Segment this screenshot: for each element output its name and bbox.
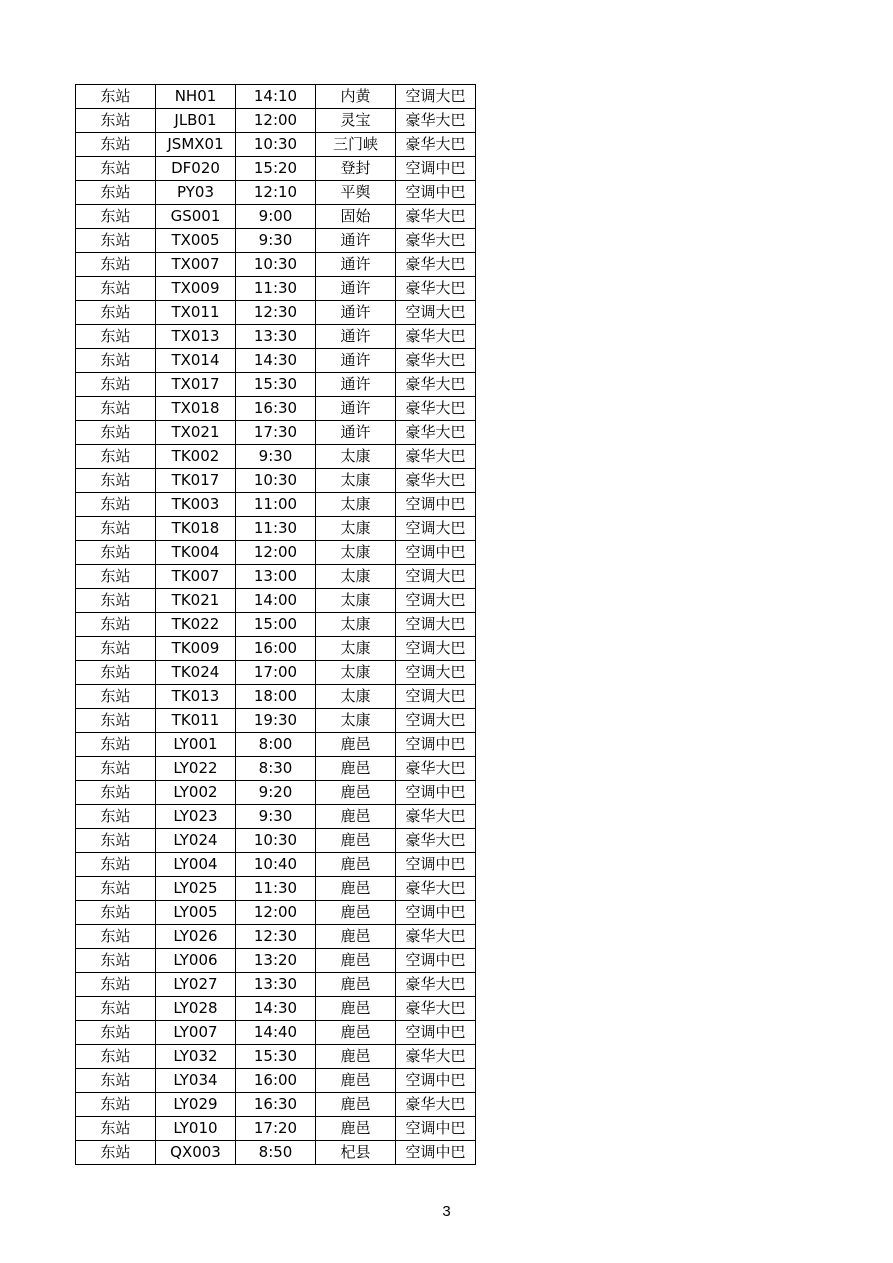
table-row (76, 805, 476, 829)
route-code-cell: LY029 (156, 1093, 236, 1117)
table-row (76, 157, 476, 181)
destination-cell: 太康 (316, 445, 396, 469)
departure-station-cell: 东站 (76, 541, 156, 565)
destination-cell: 平舆 (316, 181, 396, 205)
route-code-cell: TK017 (156, 469, 236, 493)
destination-cell: 太康 (316, 517, 396, 541)
route-code-cell: JLB01 (156, 109, 236, 133)
departure-station-cell: 东站 (76, 517, 156, 541)
bus-type-cell: 空调中巴 (396, 1117, 476, 1141)
table-row (76, 925, 476, 949)
destination-cell: 太康 (316, 709, 396, 733)
departure-station-cell: 东站 (76, 1069, 156, 1093)
route-code-cell: TK018 (156, 517, 236, 541)
route-code-cell: LY010 (156, 1117, 236, 1141)
destination-cell: 太康 (316, 541, 396, 565)
departure-time-cell: 19:30 (236, 709, 316, 733)
destination-cell: 通许 (316, 253, 396, 277)
route-code-cell: NH01 (156, 85, 236, 109)
departure-station-cell: 东站 (76, 301, 156, 325)
destination-cell: 太康 (316, 493, 396, 517)
bus-type-cell: 空调大巴 (396, 565, 476, 589)
departure-time-cell: 13:00 (236, 565, 316, 589)
bus-type-cell: 空调大巴 (396, 685, 476, 709)
departure-time-cell: 10:30 (236, 133, 316, 157)
departure-time-cell: 13:30 (236, 325, 316, 349)
table-row (76, 901, 476, 925)
schedule-table-body (76, 85, 476, 1165)
table-row (76, 1093, 476, 1117)
departure-time-cell: 16:00 (236, 637, 316, 661)
table-row (76, 781, 476, 805)
table-row (76, 1045, 476, 1069)
bus-type-cell: 豪华大巴 (396, 973, 476, 997)
destination-cell: 鹿邑 (316, 1045, 396, 1069)
bus-type-cell: 豪华大巴 (396, 997, 476, 1021)
departure-time-cell: 10:30 (236, 253, 316, 277)
table-row (76, 493, 476, 517)
departure-station-cell: 东站 (76, 109, 156, 133)
table-row (76, 229, 476, 253)
destination-cell: 杞县 (316, 1141, 396, 1165)
table-row (76, 733, 476, 757)
table-row (76, 253, 476, 277)
departure-time-cell: 15:20 (236, 157, 316, 181)
table-row (76, 565, 476, 589)
destination-cell: 灵宝 (316, 109, 396, 133)
bus-type-cell: 豪华大巴 (396, 205, 476, 229)
destination-cell: 鹿邑 (316, 1021, 396, 1045)
bus-type-cell: 空调中巴 (396, 853, 476, 877)
departure-time-cell: 18:00 (236, 685, 316, 709)
route-code-cell: TK024 (156, 661, 236, 685)
destination-cell: 鹿邑 (316, 973, 396, 997)
departure-time-cell: 11:30 (236, 277, 316, 301)
route-code-cell: LY028 (156, 997, 236, 1021)
departure-station-cell: 东站 (76, 493, 156, 517)
table-row (76, 421, 476, 445)
departure-time-cell: 15:30 (236, 1045, 316, 1069)
departure-station-cell: 东站 (76, 589, 156, 613)
route-code-cell: DF020 (156, 157, 236, 181)
table-row (76, 877, 476, 901)
bus-type-cell: 豪华大巴 (396, 925, 476, 949)
departure-station-cell: 东站 (76, 349, 156, 373)
departure-time-cell: 17:30 (236, 421, 316, 445)
table-row (76, 445, 476, 469)
table-row (76, 997, 476, 1021)
table-row (76, 829, 476, 853)
destination-cell: 通许 (316, 421, 396, 445)
route-code-cell: TX007 (156, 253, 236, 277)
departure-station-cell: 东站 (76, 637, 156, 661)
destination-cell: 鹿邑 (316, 1069, 396, 1093)
bus-type-cell: 豪华大巴 (396, 1093, 476, 1117)
bus-type-cell: 空调中巴 (396, 541, 476, 565)
destination-cell: 通许 (316, 373, 396, 397)
destination-cell: 太康 (316, 469, 396, 493)
destination-cell: 鹿邑 (316, 1117, 396, 1141)
bus-type-cell: 空调中巴 (396, 157, 476, 181)
bus-type-cell: 豪华大巴 (396, 109, 476, 133)
table-row (76, 109, 476, 133)
route-code-cell: PY03 (156, 181, 236, 205)
bus-type-cell: 豪华大巴 (396, 373, 476, 397)
departure-station-cell: 东站 (76, 277, 156, 301)
destination-cell: 通许 (316, 277, 396, 301)
departure-station-cell: 东站 (76, 133, 156, 157)
departure-time-cell: 14:00 (236, 589, 316, 613)
destination-cell: 太康 (316, 661, 396, 685)
route-code-cell: GS001 (156, 205, 236, 229)
bus-type-cell: 豪华大巴 (396, 757, 476, 781)
destination-cell: 鹿邑 (316, 829, 396, 853)
table-row (76, 541, 476, 565)
departure-time-cell: 8:00 (236, 733, 316, 757)
destination-cell: 通许 (316, 229, 396, 253)
destination-cell: 太康 (316, 565, 396, 589)
departure-station-cell: 东站 (76, 757, 156, 781)
departure-time-cell: 11:00 (236, 493, 316, 517)
table-row (76, 1141, 476, 1165)
destination-cell: 鹿邑 (316, 949, 396, 973)
table-row (76, 373, 476, 397)
route-code-cell: TK002 (156, 445, 236, 469)
table-row (76, 301, 476, 325)
bus-type-cell: 空调中巴 (396, 733, 476, 757)
departure-time-cell: 9:30 (236, 229, 316, 253)
route-code-cell: TK007 (156, 565, 236, 589)
departure-station-cell: 东站 (76, 781, 156, 805)
departure-station-cell: 东站 (76, 925, 156, 949)
departure-station-cell: 东站 (76, 877, 156, 901)
departure-time-cell: 10:40 (236, 853, 316, 877)
bus-type-cell: 豪华大巴 (396, 349, 476, 373)
route-code-cell: LY023 (156, 805, 236, 829)
destination-cell: 固始 (316, 205, 396, 229)
route-code-cell: TX017 (156, 373, 236, 397)
bus-type-cell: 豪华大巴 (396, 325, 476, 349)
destination-cell: 鹿邑 (316, 853, 396, 877)
route-code-cell: JSMX01 (156, 133, 236, 157)
destination-cell: 通许 (316, 397, 396, 421)
departure-time-cell: 12:00 (236, 541, 316, 565)
table-row (76, 757, 476, 781)
bus-type-cell: 空调大巴 (396, 589, 476, 613)
destination-cell: 太康 (316, 637, 396, 661)
departure-time-cell: 9:00 (236, 205, 316, 229)
route-code-cell: LY002 (156, 781, 236, 805)
bus-type-cell: 空调大巴 (396, 85, 476, 109)
table-row (76, 469, 476, 493)
departure-station-cell: 东站 (76, 181, 156, 205)
table-row (76, 205, 476, 229)
table-row (76, 133, 476, 157)
bus-type-cell: 空调大巴 (396, 613, 476, 637)
route-code-cell: TX009 (156, 277, 236, 301)
route-code-cell: LY034 (156, 1069, 236, 1093)
departure-time-cell: 9:30 (236, 445, 316, 469)
route-code-cell: LY026 (156, 925, 236, 949)
route-code-cell: TK021 (156, 589, 236, 613)
route-code-cell: TK011 (156, 709, 236, 733)
route-code-cell: LY027 (156, 973, 236, 997)
bus-type-cell: 空调中巴 (396, 493, 476, 517)
destination-cell: 鹿邑 (316, 805, 396, 829)
bus-type-cell: 空调大巴 (396, 637, 476, 661)
destination-cell: 太康 (316, 685, 396, 709)
destination-cell: 登封 (316, 157, 396, 181)
route-code-cell: LY004 (156, 853, 236, 877)
destination-cell: 鹿邑 (316, 757, 396, 781)
departure-station-cell: 东站 (76, 709, 156, 733)
departure-time-cell: 8:30 (236, 757, 316, 781)
destination-cell: 鹿邑 (316, 877, 396, 901)
table-row (76, 1021, 476, 1045)
departure-station-cell: 东站 (76, 829, 156, 853)
destination-cell: 通许 (316, 325, 396, 349)
table-row (76, 397, 476, 421)
destination-cell: 通许 (316, 349, 396, 373)
bus-type-cell: 空调大巴 (396, 709, 476, 733)
bus-schedule-table (75, 84, 476, 1165)
table-row (76, 277, 476, 301)
route-code-cell: LY024 (156, 829, 236, 853)
departure-station-cell: 东站 (76, 445, 156, 469)
table-row (76, 973, 476, 997)
table-row (76, 853, 476, 877)
destination-cell: 鹿邑 (316, 781, 396, 805)
departure-time-cell: 16:30 (236, 397, 316, 421)
route-code-cell: TX011 (156, 301, 236, 325)
departure-time-cell: 12:30 (236, 301, 316, 325)
bus-type-cell: 豪华大巴 (396, 421, 476, 445)
bus-type-cell: 豪华大巴 (396, 1045, 476, 1069)
departure-station-cell: 东站 (76, 229, 156, 253)
departure-station-cell: 东站 (76, 733, 156, 757)
table-row (76, 685, 476, 709)
bus-type-cell: 豪华大巴 (396, 253, 476, 277)
departure-station-cell: 东站 (76, 1117, 156, 1141)
departure-station-cell: 东站 (76, 1021, 156, 1045)
table-row (76, 709, 476, 733)
destination-cell: 内黄 (316, 85, 396, 109)
table-row (76, 949, 476, 973)
route-code-cell: LY032 (156, 1045, 236, 1069)
departure-time-cell: 11:30 (236, 877, 316, 901)
bus-type-cell: 豪华大巴 (396, 133, 476, 157)
table-row (76, 1069, 476, 1093)
bus-type-cell: 空调中巴 (396, 901, 476, 925)
departure-station-cell: 东站 (76, 373, 156, 397)
destination-cell: 鹿邑 (316, 733, 396, 757)
destination-cell: 通许 (316, 301, 396, 325)
departure-time-cell: 12:00 (236, 109, 316, 133)
route-code-cell: LY007 (156, 1021, 236, 1045)
bus-type-cell: 豪华大巴 (396, 829, 476, 853)
route-code-cell: LY001 (156, 733, 236, 757)
bus-type-cell: 豪华大巴 (396, 229, 476, 253)
table-row (76, 637, 476, 661)
departure-station-cell: 东站 (76, 85, 156, 109)
departure-time-cell: 14:30 (236, 997, 316, 1021)
page-number: 3 (442, 1203, 451, 1220)
departure-time-cell: 11:30 (236, 517, 316, 541)
departure-station-cell: 东站 (76, 1093, 156, 1117)
departure-station-cell: 东站 (76, 565, 156, 589)
departure-time-cell: 8:50 (236, 1141, 316, 1165)
bus-type-cell: 豪华大巴 (396, 469, 476, 493)
departure-station-cell: 东站 (76, 1045, 156, 1069)
departure-station-cell: 东站 (76, 421, 156, 445)
destination-cell: 鹿邑 (316, 925, 396, 949)
departure-time-cell: 17:20 (236, 1117, 316, 1141)
departure-station-cell: 东站 (76, 157, 156, 181)
departure-station-cell: 东站 (76, 253, 156, 277)
table-row (76, 1117, 476, 1141)
destination-cell: 三门峡 (316, 133, 396, 157)
bus-type-cell: 豪华大巴 (396, 877, 476, 901)
departure-station-cell: 东站 (76, 469, 156, 493)
route-code-cell: TK004 (156, 541, 236, 565)
bus-type-cell: 空调中巴 (396, 1021, 476, 1045)
departure-time-cell: 16:00 (236, 1069, 316, 1093)
destination-cell: 太康 (316, 613, 396, 637)
departure-station-cell: 东站 (76, 661, 156, 685)
departure-station-cell: 东站 (76, 205, 156, 229)
departure-station-cell: 东站 (76, 613, 156, 637)
bus-type-cell: 空调大巴 (396, 301, 476, 325)
route-code-cell: TX018 (156, 397, 236, 421)
departure-station-cell: 东站 (76, 805, 156, 829)
departure-time-cell: 12:10 (236, 181, 316, 205)
departure-time-cell: 12:30 (236, 925, 316, 949)
route-code-cell: TX014 (156, 349, 236, 373)
departure-station-cell: 东站 (76, 853, 156, 877)
table-row (76, 349, 476, 373)
bus-type-cell: 豪华大巴 (396, 445, 476, 469)
table-row (76, 613, 476, 637)
route-code-cell: TX021 (156, 421, 236, 445)
departure-station-cell: 东站 (76, 901, 156, 925)
table-row (76, 325, 476, 349)
route-code-cell: TK022 (156, 613, 236, 637)
table-row (76, 661, 476, 685)
departure-time-cell: 10:30 (236, 469, 316, 493)
route-code-cell: LY006 (156, 949, 236, 973)
bus-type-cell: 豪华大巴 (396, 277, 476, 301)
bus-type-cell: 空调中巴 (396, 949, 476, 973)
destination-cell: 鹿邑 (316, 1093, 396, 1117)
departure-time-cell: 17:00 (236, 661, 316, 685)
route-code-cell: TK003 (156, 493, 236, 517)
departure-time-cell: 14:30 (236, 349, 316, 373)
departure-time-cell: 12:00 (236, 901, 316, 925)
route-code-cell: TX013 (156, 325, 236, 349)
destination-cell: 太康 (316, 589, 396, 613)
table-row (76, 517, 476, 541)
departure-station-cell: 东站 (76, 685, 156, 709)
bus-type-cell: 空调中巴 (396, 1069, 476, 1093)
table-row (76, 85, 476, 109)
route-code-cell: LY005 (156, 901, 236, 925)
bus-type-cell: 空调中巴 (396, 1141, 476, 1165)
destination-cell: 鹿邑 (316, 901, 396, 925)
departure-time-cell: 13:20 (236, 949, 316, 973)
route-code-cell: QX003 (156, 1141, 236, 1165)
departure-station-cell: 东站 (76, 997, 156, 1021)
route-code-cell: TK009 (156, 637, 236, 661)
departure-station-cell: 东站 (76, 397, 156, 421)
bus-type-cell: 空调大巴 (396, 517, 476, 541)
bus-type-cell: 空调中巴 (396, 781, 476, 805)
bus-type-cell: 豪华大巴 (396, 805, 476, 829)
departure-time-cell: 10:30 (236, 829, 316, 853)
departure-time-cell: 9:20 (236, 781, 316, 805)
departure-time-cell: 15:00 (236, 613, 316, 637)
departure-station-cell: 东站 (76, 1141, 156, 1165)
bus-type-cell: 豪华大巴 (396, 397, 476, 421)
departure-station-cell: 东站 (76, 973, 156, 997)
departure-time-cell: 16:30 (236, 1093, 316, 1117)
bus-type-cell: 空调中巴 (396, 181, 476, 205)
route-code-cell: LY022 (156, 757, 236, 781)
departure-time-cell: 9:30 (236, 805, 316, 829)
bus-type-cell: 空调大巴 (396, 661, 476, 685)
destination-cell: 鹿邑 (316, 997, 396, 1021)
route-code-cell: LY025 (156, 877, 236, 901)
departure-time-cell: 13:30 (236, 973, 316, 997)
departure-station-cell: 东站 (76, 325, 156, 349)
departure-time-cell: 14:10 (236, 85, 316, 109)
departure-time-cell: 15:30 (236, 373, 316, 397)
table-row (76, 181, 476, 205)
table-row (76, 589, 476, 613)
departure-time-cell: 14:40 (236, 1021, 316, 1045)
route-code-cell: TK013 (156, 685, 236, 709)
route-code-cell: TX005 (156, 229, 236, 253)
departure-station-cell: 东站 (76, 949, 156, 973)
